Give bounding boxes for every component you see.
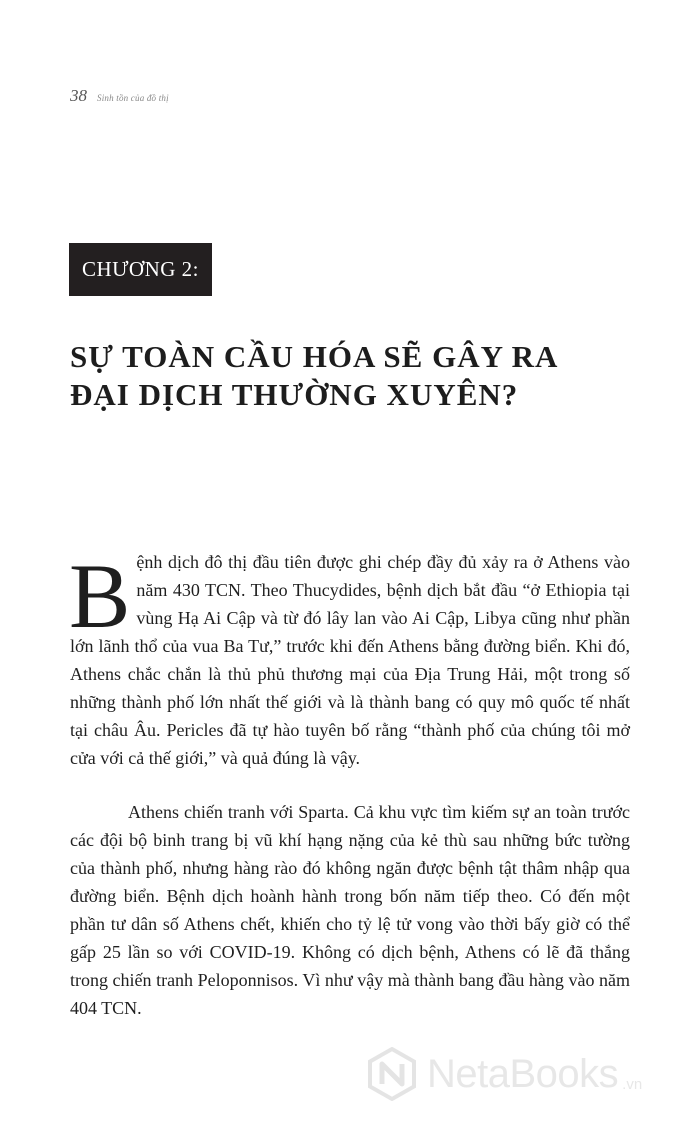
body-text: [69, 545, 630, 1022]
running-book-title: Sinh tồn của đồ thị: [97, 93, 169, 103]
chapter-label: CHƯƠNG 2:: [69, 243, 212, 296]
chapter-title-line-2: ĐẠI DỊCH THƯỜNG XUYÊN?: [70, 377, 519, 412]
paragraph-1: [69, 545, 630, 772]
watermark-suffix: .vn: [622, 1076, 643, 1093]
netabooks-logo-icon: [365, 1047, 419, 1101]
watermark: [365, 1047, 642, 1101]
running-head: [70, 86, 169, 106]
paragraph-2: Athens chiến tranh với Sparta. Cả khu vực tìm kiếm sự an toàn trước các đội bộ binh trang bị vũ khí hạng nặng của kẻ thù sau những bức tường của thành phố, nhưng hàng rào đó không ngăn được bệnh tật thâm nhập qua đường biển. Bệnh dịch hoành hành trong bốn năm tiếp theo. Có đến một phần tư dân số Athens chết, khiến cho tỷ lệ tử vong vào thời bấy giờ có thể gấp 25 lần so với COVID-19. Không có dịch bệnh, Athens có lẽ đã thắng trong chiến tranh Peloponnisos. Vì như vậy mà thành bang đầu hàng vào năm 404 TCN.: [70, 802, 630, 1018]
chapter-title: [70, 338, 630, 414]
page-number: 38: [70, 86, 87, 105]
drop-cap: B: [69, 545, 131, 647]
watermark-brand: NetaBooks: [427, 1051, 619, 1096]
chapter-title-line-1: SỰ TOÀN CẦU HÓA SẼ GÂY RA: [70, 339, 559, 374]
paragraph-1-text: ệnh dịch đô thị đầu tiên được ghi chép đầy đủ xảy ra ở Athens vào năm 430 TCN. Theo Thucydides, bệnh dịch bắt đầu “ở Ethiopia tại vùng Hạ Ai Cập và từ đó lây lan vào Ai Cập, Libya cũng như phần lớn lãnh thổ của vua Ba Tư,” trước khi đến Athens bằng đường biển. Khi đó, Athens chắc chắn là thủ phủ thương mại của Địa Trung Hải, một trong số những thành phố lớn nhất thế giới và là thành bang có quy mô quốc tế nhất tại châu Âu. Pericles đã tự hào tuyên bố rằng “thành phố của chúng tôi mở cửa với cả thế giới,” và quả đúng là vậy.: [70, 552, 630, 768]
